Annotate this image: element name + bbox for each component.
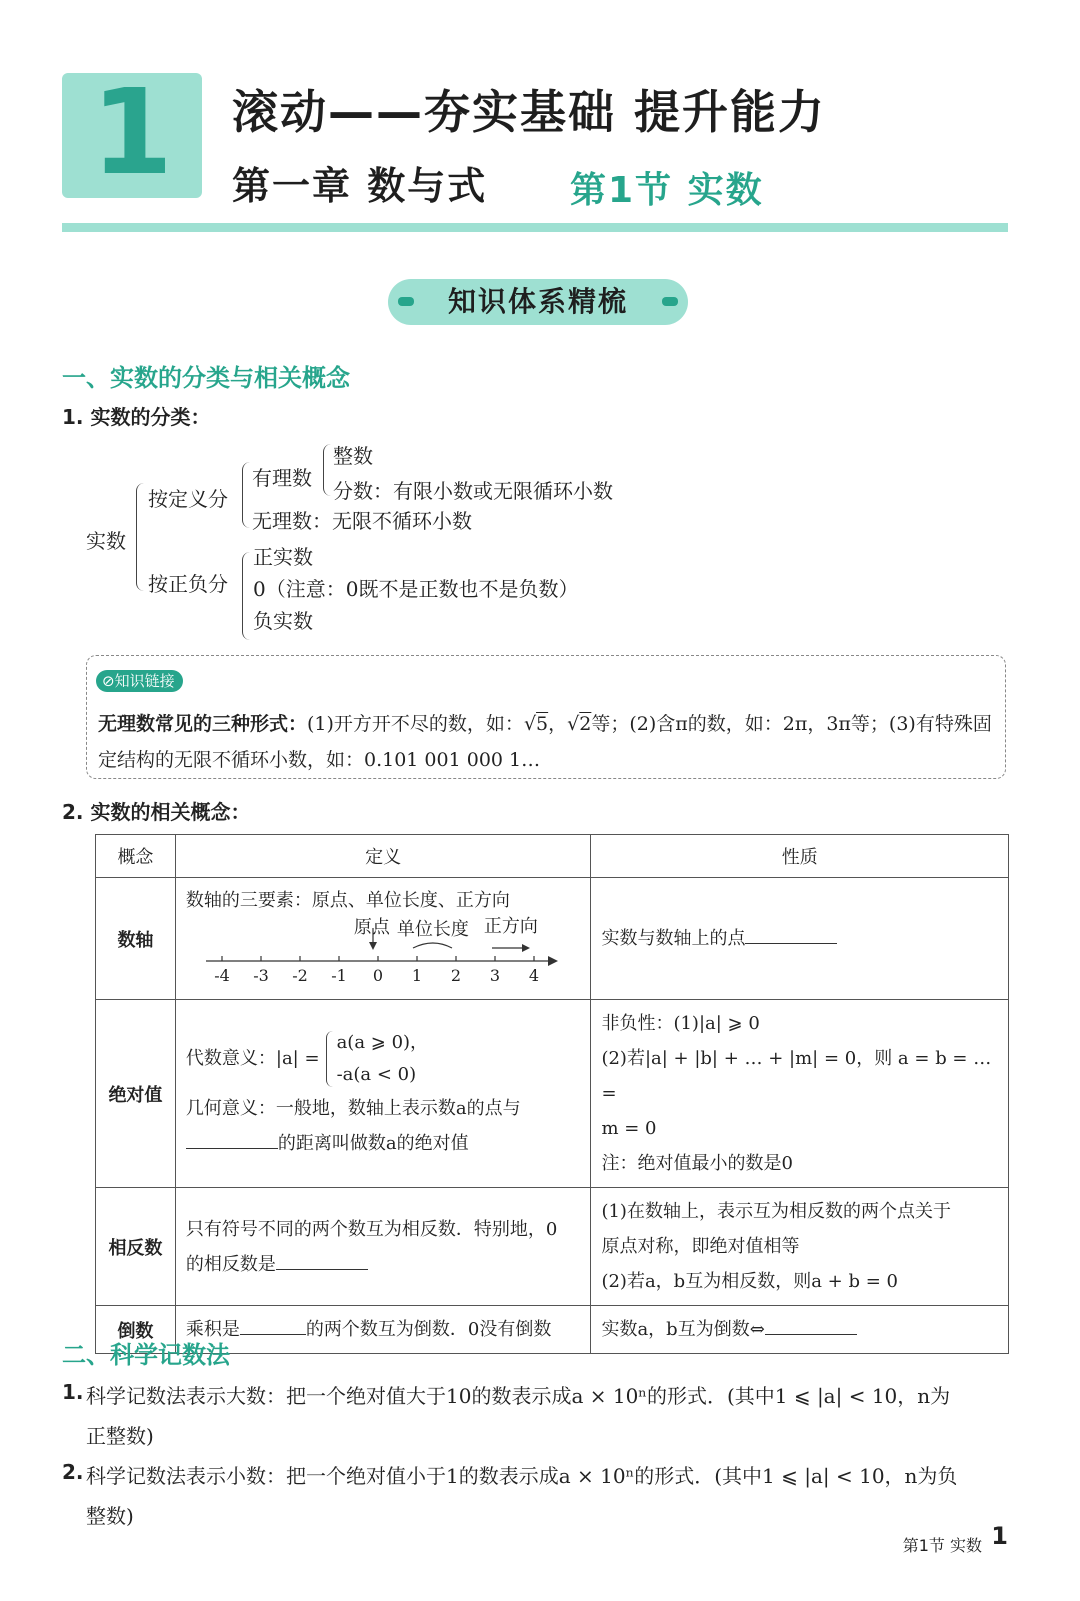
fill-blank — [765, 1316, 857, 1335]
axis-tick-label: 0 — [372, 966, 383, 985]
axis-tick-label: 2 — [450, 966, 461, 985]
tree-by-sign: 按正负分 — [148, 572, 228, 596]
tree-by-definition: 按定义分 — [148, 487, 228, 511]
sqrt-icon: √ — [523, 713, 537, 735]
chapter-title: 第一章 数与式 — [232, 164, 488, 208]
label-positive-direction: 正方向 — [483, 916, 538, 937]
table-header: 性质 — [591, 835, 1009, 878]
section-title: 第1节 实数 — [570, 170, 764, 211]
concept-table — [95, 834, 1009, 1354]
concept-name: 数轴 — [96, 878, 176, 1000]
tree-negative: 负实数 — [253, 609, 313, 633]
reciprocal-property: 实数a，b互为倒数⇔ — [591, 1306, 1009, 1354]
fill-blank — [186, 1130, 278, 1149]
reciprocal-definition: 乘积是 的两个数互为倒数．0没有倒数 — [175, 1306, 591, 1354]
axis-tick-label: 3 — [489, 966, 500, 985]
fill-blank — [240, 1316, 306, 1335]
brace-sign — [242, 552, 252, 640]
number-line-diagram — [186, 918, 581, 990]
concept-name: 绝对值 — [96, 1000, 176, 1188]
table-row — [96, 878, 1009, 1000]
tree-zero: 0（注意：0既不是正数也不是负数） — [253, 577, 579, 601]
footer-section: 第1节 实数 — [902, 1536, 982, 1555]
page-number: 1 — [991, 1522, 1008, 1550]
tree-root: 实数 — [86, 529, 126, 553]
table-header: 定义 — [175, 835, 591, 878]
fill-blank — [276, 1251, 368, 1270]
axis-tick-label: -2 — [292, 966, 308, 985]
tree-positive: 正实数 — [253, 545, 313, 569]
axis-arrow — [548, 956, 558, 966]
brace-rational — [323, 444, 332, 496]
part2-item1-number: 1. — [62, 1380, 84, 1404]
number-line-property: 实数与数轴上的点 — [591, 878, 1009, 1000]
absolute-definition: 代数意义：|a| = a(a ⩾ 0)， -a(a < 0) 几何意义：一般地，数轴上表示数a的点与 的距离叫做数a的绝对值 — [175, 1000, 591, 1188]
axis-tick-label: -4 — [214, 966, 230, 985]
table-header-row — [96, 835, 1009, 878]
knowledge-link-text: 无理数常见的三种形式：(1)开方开不尽的数，如：√5，√2等；(2)含π的数，如：2π，3π等；(3)有特殊固定结构的无限不循环小数，如：0.101 001 000 1… — [98, 713, 992, 771]
tree-fraction: 分数：有限小数或无限循环小数 — [333, 479, 613, 503]
main-title: 滚动——夯实基础 提升能力 — [232, 85, 827, 139]
link-icon: ⊘ — [102, 672, 115, 690]
knowledge-link-badge: ⊘知识链接 — [96, 670, 183, 692]
part2-heading: 二、科学记数法 — [62, 1341, 230, 1369]
brace-definition — [242, 462, 252, 528]
tree-rational: 有理数 — [252, 466, 312, 490]
axis-tick-label: -1 — [331, 966, 347, 985]
part2-item1: 科学记数法表示大数：把一个绝对值大于10的数表示成a × 10ⁿ的形式．(其中1 ⩽ |a| < 10，n为 — [86, 1384, 951, 1408]
table-row — [96, 1000, 1009, 1188]
tree-irrational: 无理数：无限不循环小数 — [252, 509, 472, 533]
tree-integer: 整数 — [333, 444, 373, 468]
opposite-property: (1)在数轴上，表示互为相反数的两个点关于 原点对称，即绝对值相等 (2)若a，b互为相反数，则a + b = 0 — [591, 1188, 1009, 1306]
absolute-property: 非负性：(1)|a| ⩾ 0 (2)若|a| + |b| + … + |m| = 0，则 a = b = … = m = 0 注：绝对值最小的数是0 — [591, 1000, 1009, 1188]
concept-name: 相反数 — [96, 1188, 176, 1306]
table-row — [96, 1188, 1009, 1306]
part1-heading: 一、实数的分类与相关概念 — [62, 364, 350, 392]
fill-blank — [745, 925, 837, 944]
label-unit-length: 单位长度 — [396, 919, 469, 940]
item2-heading: 2. 实数的相关概念： — [62, 800, 251, 824]
header-divider — [62, 223, 1008, 232]
label-origin: 原点 — [353, 917, 390, 938]
part2-item2: 科学记数法表示小数：把一个绝对值小于1的数表示成a × 10ⁿ的形式．(其中1 ⩽ |a| < 10，n为负 — [86, 1464, 958, 1488]
item1-heading: 1. 实数的分类： — [62, 405, 211, 429]
part2-item1-cont: 正整数) — [86, 1424, 154, 1448]
axis-tick-label: -3 — [253, 966, 269, 985]
chapter-number: 1 — [90, 63, 174, 201]
part2-item2-number: 2. — [62, 1460, 84, 1484]
opposite-definition: 只有符号不同的两个数互为相反数．特别地，0 的相反数是 — [175, 1188, 591, 1306]
axis-ticks — [214, 956, 539, 985]
axis-tick-label: 4 — [528, 966, 539, 985]
number-line-definition: 数轴的三要素：原点、单位长度、正方向 -4 -3 -2 -1 0 1 2 3 4 原点 单位长度 正方向 — [175, 878, 591, 1000]
concept-name: 倒数 — [96, 1306, 176, 1354]
direction-arrow-head — [522, 944, 530, 952]
table-header: 概念 — [96, 835, 176, 878]
banner-title: 知识体系精梳 — [447, 285, 628, 318]
part2-item2-cont: 整数) — [86, 1504, 134, 1528]
brace-root — [136, 483, 147, 591]
sqrt-icon: √ — [567, 713, 580, 735]
case-brace — [326, 1031, 333, 1087]
table-row — [96, 1306, 1009, 1354]
axis-tick-label: 1 — [411, 966, 422, 985]
